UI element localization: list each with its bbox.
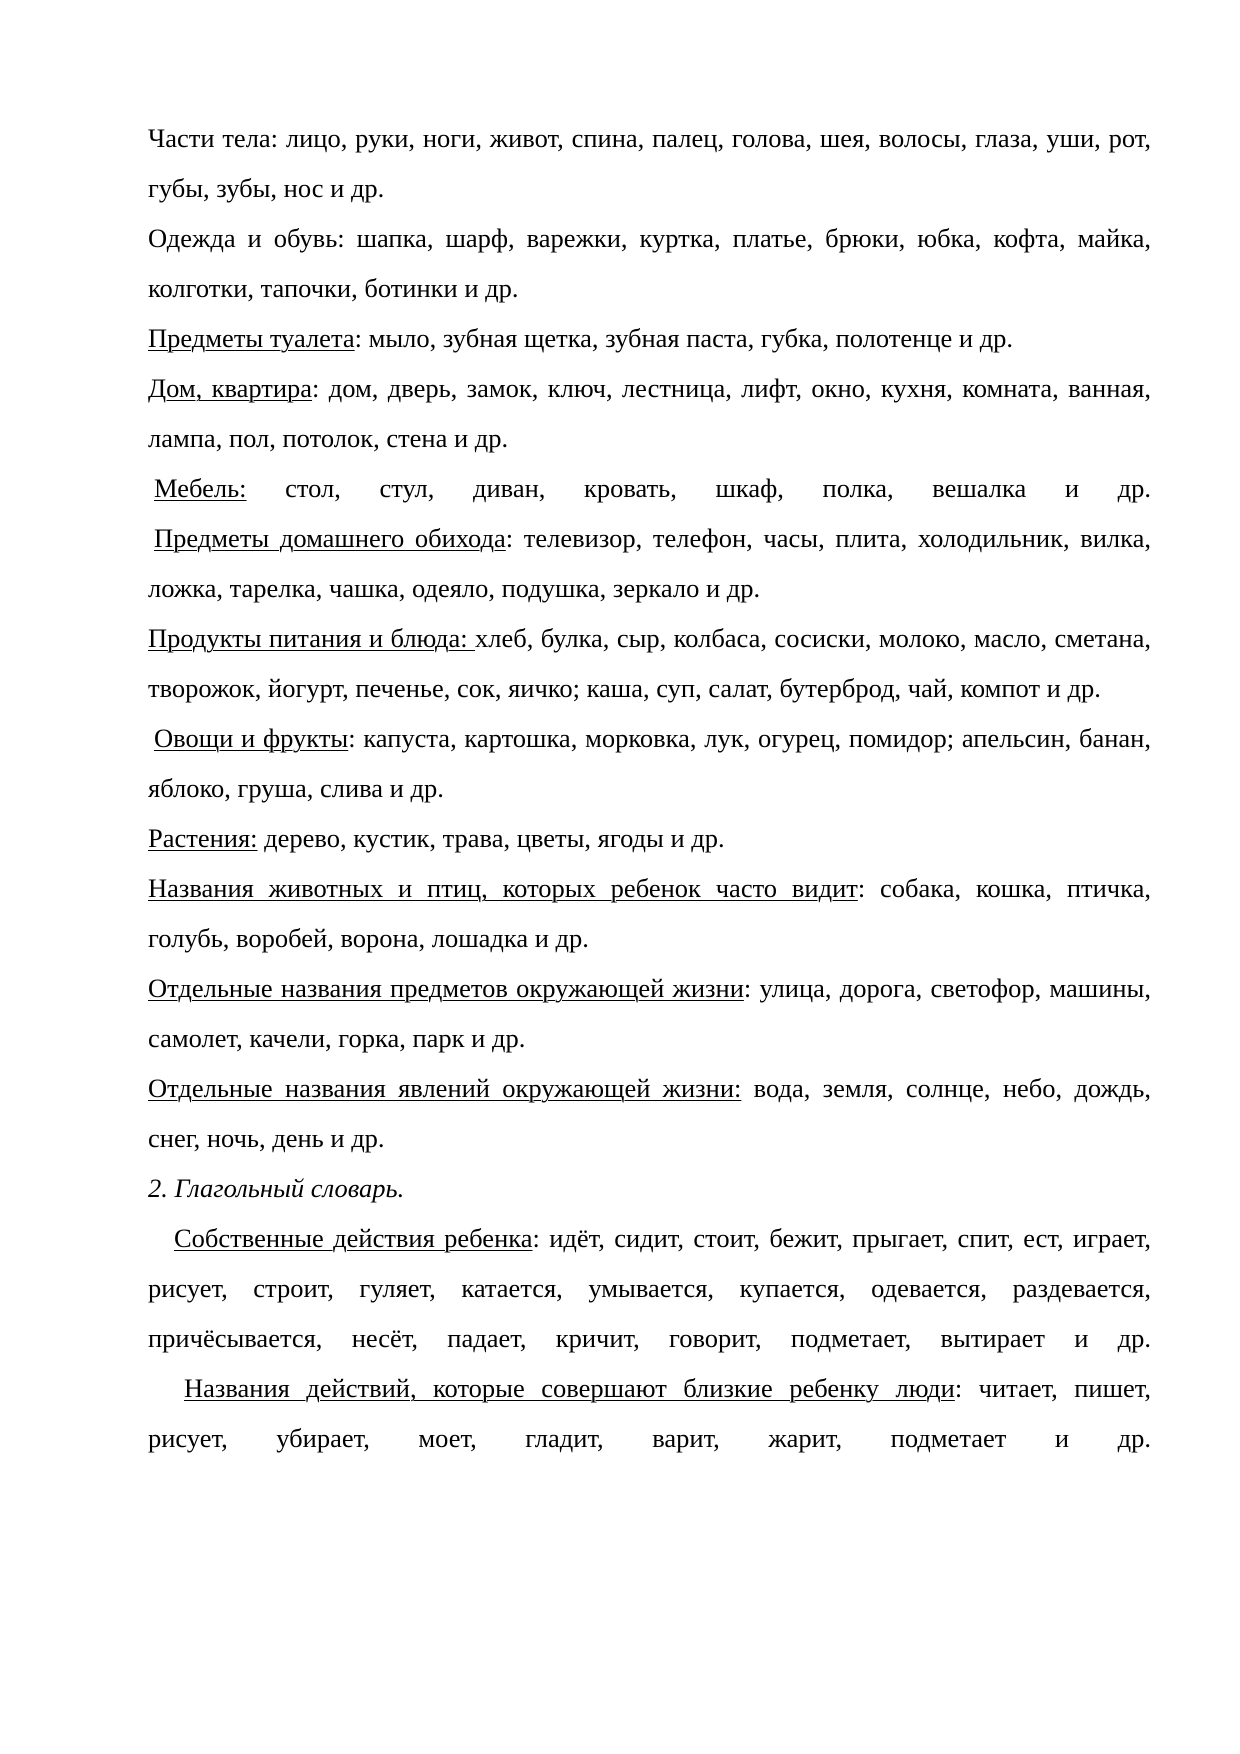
paragraph-plants bbox=[148, 813, 1151, 863]
paragraph-title: Продукты питания и блюда: bbox=[148, 623, 476, 653]
paragraph-title: Предметы туалета bbox=[148, 323, 355, 353]
paragraph-title: Названия животных и птиц, которых ребенок часто видит bbox=[148, 873, 858, 903]
paragraph-text: дерево, кустик, трава, цветы, ягоды и др. bbox=[257, 823, 725, 853]
paragraph-text: : капуста, картошка, морковка, лук, огурец, помидор; апельсин, банан, яблоко, груша, слива и др. bbox=[148, 723, 1151, 803]
paragraph-toiletries bbox=[148, 313, 1151, 363]
paragraph-own-actions bbox=[148, 1213, 1151, 1363]
paragraph-text: : идёт, сидит, стоит, бежит, прыгает, спит, ест, играет, рисует, строит, гуляет, катается, умывается, купается, одевается, раздевается, причёсывается, несёт, падает, кричит, говорит, подметает, вытирает и др. bbox=[148, 1223, 1151, 1353]
paragraph-title: Отдельные названия предметов окружающей жизни bbox=[148, 973, 744, 1003]
paragraph-text: : читает, пишет, рисует, убирает, моет, гладит, варит, жарит, подметает и др. bbox=[148, 1373, 1151, 1453]
paragraph-text: : телевизор, телефон, часы, плита, холодильник, вилка, ложка, тарелка, чашка, одеяло, подушка, зеркало и др. bbox=[148, 523, 1151, 603]
paragraph-clothing bbox=[148, 213, 1151, 313]
paragraph-title: Названия действий, которые совершают близкие ребенку люди bbox=[184, 1373, 955, 1403]
paragraph-text: : дом, дверь, замок, ключ, лестница, лифт, окно, кухня, комната, ванная, лампа, пол, потолок, стена и др. bbox=[148, 373, 1151, 453]
paragraph-household-items bbox=[148, 513, 1151, 613]
paragraph-text: : мыло, зубная щетка, зубная паста, губка, полотенце и др. bbox=[354, 323, 1014, 353]
paragraph-animals-birds bbox=[148, 863, 1151, 963]
paragraph-surrounding-objects bbox=[148, 963, 1151, 1063]
paragraph-text: хлеб, булка, сыр, колбаса, сосиски, молоко, масло, сметана, творожок, йогурт, печенье, сок, яичко; каша, суп, салат, бутерброд, чай, компот и др. bbox=[148, 623, 1151, 703]
paragraph-text: Одежда и обувь: шапка, шарф, варежки, куртка, платье, брюки, юбка, кофта, майка, колготки, тапочки, ботинки и др. bbox=[148, 223, 1151, 303]
paragraph-body-parts bbox=[148, 113, 1151, 213]
paragraph-home bbox=[148, 363, 1151, 463]
paragraph-vegetables-fruits bbox=[148, 713, 1151, 813]
paragraph-title: Собственные действия ребенка bbox=[174, 1223, 533, 1253]
paragraph-title: Мебель: bbox=[154, 473, 247, 503]
paragraph-text: : собака, кошка, птичка, голубь, воробей, ворона, лошадка и др. bbox=[148, 873, 1151, 953]
paragraph-text: стол, стул, диван, кровать, шкаф, полка, вешалка и др. bbox=[246, 473, 1151, 503]
document-body bbox=[148, 113, 1151, 1463]
paragraph-title: Дом, квартира bbox=[148, 373, 313, 403]
paragraph-title: Растения: bbox=[148, 823, 258, 853]
paragraph-title: Отдельные названия явлений окружающей жизни: bbox=[148, 1073, 742, 1103]
paragraph-furniture bbox=[148, 463, 1151, 513]
paragraph-surrounding-phenomena bbox=[148, 1063, 1151, 1163]
paragraph-food bbox=[148, 613, 1151, 713]
section-heading: 2. Глагольный словарь. bbox=[148, 1173, 405, 1203]
paragraph-text: Части тела: лицо, руки, ноги, живот, спина, палец, голова, шея, волосы, глаза, уши, рот, губы, зубы, нос и др. bbox=[148, 123, 1151, 203]
paragraph-title: Овощи и фрукты bbox=[154, 723, 349, 753]
paragraph-text: вода, земля, солнце, небо, дождь, снег, ночь, день и др. bbox=[148, 1073, 1151, 1153]
paragraph-title: Предметы домашнего обихода bbox=[154, 523, 506, 553]
paragraph-text: : улица, дорога, светофор, машины, самолет, качели, горка, парк и др. bbox=[148, 973, 1151, 1053]
paragraph-relatives-actions bbox=[148, 1363, 1151, 1463]
